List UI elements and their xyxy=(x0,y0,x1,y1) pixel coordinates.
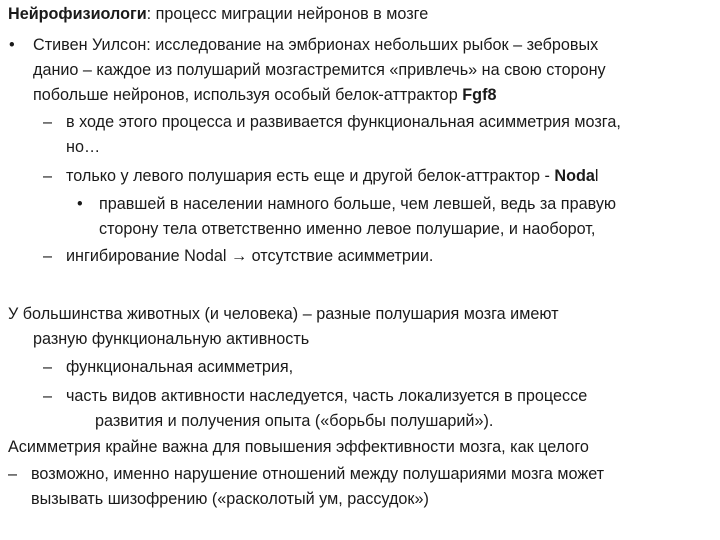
nodal-term: Noda xyxy=(554,167,595,185)
wilson-line-3 xyxy=(33,83,496,109)
dash-marker: – xyxy=(43,167,53,185)
inhibition-line: ингибирование Nodal → отсутствие асимметрии. xyxy=(66,247,434,265)
bullet-marker: • xyxy=(9,36,15,54)
dash-marker: – xyxy=(8,465,18,483)
wilson-line-1: Стивен Уилсон: исследование на эмбрионах небольших рыбок – зебровых xyxy=(33,36,599,54)
animals-line-1: У большинства животных (и человека) – разные полушария мозга имеют xyxy=(8,305,559,323)
inheritance-line-1: часть видов активности наследуется, часть локализуется в процессе xyxy=(66,387,588,405)
inheritance-line-2: развития и получения опыта («борьбы полушарий»). xyxy=(95,412,494,430)
schizophrenia-line-2: вызывать шизофрению («расколотый ум, рассудок») xyxy=(31,490,429,508)
title-bold: Нейрофизиологи xyxy=(8,5,147,23)
dash-marker: – xyxy=(43,113,53,131)
nodal-term-end: l xyxy=(594,167,599,185)
wilson-line-2: данио – каждое из полушарий мозгастремится «привлечь» на свою сторону xyxy=(33,61,606,79)
dash-marker: – xyxy=(43,247,53,265)
righthanded-line-2: сторону тела ответственно именно левое полушарие, и наоборот, xyxy=(99,220,596,238)
nodal-line xyxy=(66,164,598,190)
asymmetry-line-1: в ходе этого процесса и развивается функциональная асимметрия мозга, xyxy=(66,113,621,131)
fgf8-term: Fgf8 xyxy=(462,86,497,104)
sub-bullet-marker: • xyxy=(77,195,83,213)
nodal-line-text: только у левого полушария есть еще и другой белок-аттрактор - xyxy=(66,167,555,185)
dash-marker: – xyxy=(43,387,53,405)
slide-title xyxy=(8,2,428,28)
righthanded-line-1: правшей в населении намного больше, чем левшей, ведь за правую xyxy=(99,195,617,213)
title-rest: : процесс миграции нейронов в мозге xyxy=(146,5,429,23)
animals-line-2: разную функциональную активность xyxy=(33,330,310,348)
asymmetry-line-2: но… xyxy=(66,138,101,156)
dash-marker: – xyxy=(43,358,53,376)
importance-line: Асимметрия крайне важна для повышения эффективности мозга, как целого xyxy=(8,438,589,456)
wilson-line-3-text: побольше нейронов, используя особый белок-аттрактор xyxy=(33,86,463,104)
functional-asymmetry-line: функциональная асимметрия, xyxy=(66,358,294,376)
schizophrenia-line-1: возможно, именно нарушение отношений между полушариями мозга может xyxy=(31,465,605,483)
